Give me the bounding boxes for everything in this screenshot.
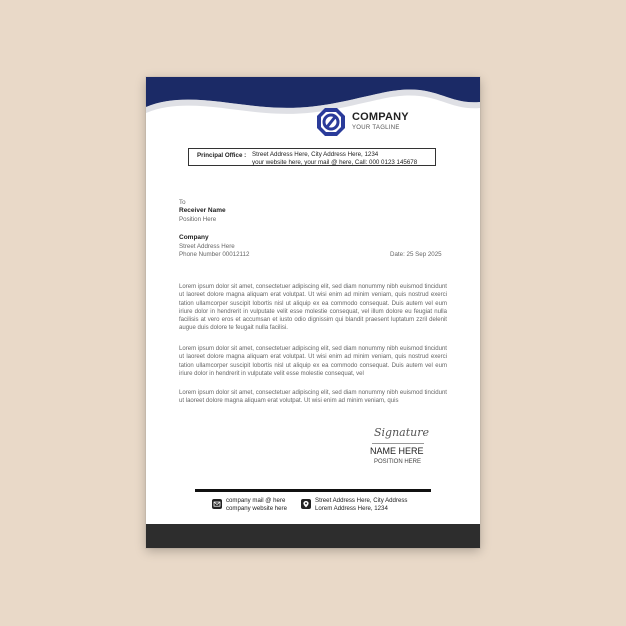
footer-rule bbox=[195, 489, 431, 492]
receiver-name: Receiver Name bbox=[179, 207, 226, 214]
office-contact-line: your website here, your mail @ here, Call: 000 0123 145678 bbox=[252, 158, 418, 166]
mail-icon bbox=[212, 499, 222, 509]
to-label: To bbox=[179, 199, 186, 206]
sender-address: Street Address Here bbox=[179, 243, 235, 250]
footer-address-line-2: Lorem Address Here, 1234 bbox=[315, 505, 388, 512]
company-name: COMPANY bbox=[352, 111, 409, 123]
footer-website: company website here bbox=[226, 505, 287, 512]
footer-address-line-1: Street Address Here, City Address bbox=[315, 497, 408, 504]
body-paragraph-3: Lorem ipsum dolor sit amet, consectetuer adipiscing elit, sed diam nonummy nibh euismod tincidunt ut laoreet dolore magna aliquam erat volutpat. Ut wisi enim ad minim veniam, quis bbox=[179, 390, 447, 405]
signature-script: Signature bbox=[374, 426, 430, 439]
footer-bar bbox=[146, 524, 480, 548]
location-pin-icon bbox=[301, 499, 311, 509]
company-tagline: YOUR TAGLINE bbox=[352, 125, 400, 131]
signatory-position: POSITION HERE bbox=[374, 459, 422, 465]
octagon-chain-link-icon bbox=[316, 107, 346, 137]
footer-mail: company mail @ here bbox=[226, 497, 286, 504]
sender-phone: Phone Number 00012112 bbox=[179, 251, 250, 258]
receiver-position: Position Here bbox=[179, 216, 217, 223]
office-address-line: Street Address Here, City Address Here, 1234 bbox=[252, 151, 379, 158]
sender-company: Company bbox=[179, 234, 209, 241]
body-paragraph-2: Lorem ipsum dolor sit amet, consectetuer adipiscing elit, sed diam nonummy nibh euismod tincidunt ut laoreet dolore magna aliquam erat volutpat. Ut wisi enim ad minim veniam, quis nostrud exerci tation ullamcorper suscipit lobortis nisl ut aliquip ex ea commodo consequat. Duis autem vel eum iriure dolor in hendrerit in vulputate velit esse molestie consequat, vel bbox=[179, 346, 447, 377]
brand-block bbox=[316, 107, 466, 137]
letterhead-page bbox=[146, 77, 480, 548]
principal-office-box bbox=[188, 148, 436, 166]
letter-date: Date: 25 Sep 2025 bbox=[390, 251, 442, 258]
signature-line bbox=[372, 443, 424, 444]
principal-office-label: Principal Office : bbox=[197, 152, 247, 159]
body-paragraph-1: Lorem ipsum dolor sit amet, consectetuer adipiscing elit, sed diam nonummy nibh euismod tincidunt ut laoreet dolore magna aliquam erat volutpat. Ut wisi enim ad minim veniam, quis nostrud exerci tation ullamcorper suscipit lobortis nisl ut aliquip ex ea commodo consequat. Duis autem vel eum iriure dolor in hendrerit in vulputate velit esse molestie consequat, vel illum dolore eu feugiat nulla facilisis at vero eros et accumsan et iusto odio dignissim qui blandit praesent luptatum zzril delenit augue duis dolore te feugait nulla facilisi. bbox=[179, 284, 447, 332]
signatory-name: NAME HERE bbox=[370, 446, 424, 456]
